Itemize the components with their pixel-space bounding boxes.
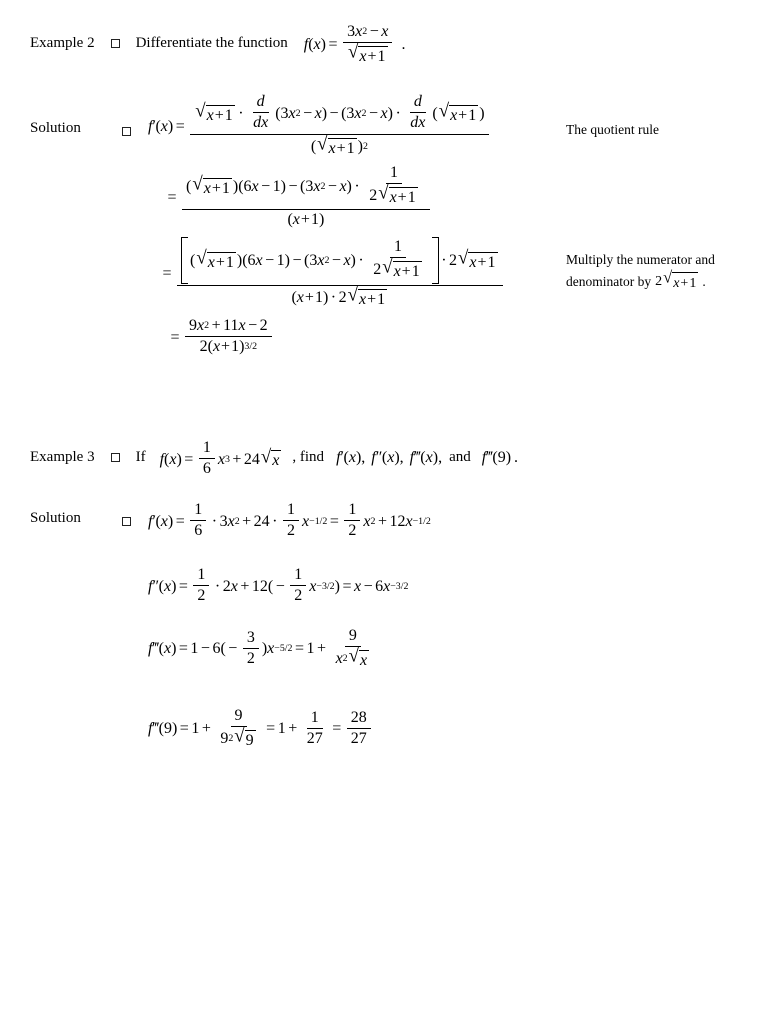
example-3-step-1: f ′ ( x ) = $\frac{1}{6}$ · 3 x 2 + 24 · $\frac{1}{2}$ x −1/2 = $\frac{1}{2}$ x 2 + 12 x −1/2 — [148, 501, 431, 540]
annotation-multiply-numerator-denominator — [566, 250, 766, 294]
example-3-step-3: f ‴ ( x ) = 1 − 6( − $\frac{3}{2}$ ) x −5/2 = 1 + 9 x 2 √ x — [148, 628, 377, 671]
solution-bullet-3 — [120, 512, 133, 530]
hollow-square-bullet-icon — [122, 517, 131, 526]
example-2-step-2: = ( √ x + 1 )( 6 x − 1 ) − ( 3 x 2 − x ) · 1 2 √ x + 1 ( x + 1 ) — [165, 166, 433, 230]
square-bracket-group: ( √ x + 1 )( 6 x − 1 ) − ( 3 x 2 − x ) · 1 2 √ x + 1 — [181, 237, 439, 284]
problem-denominator — [343, 43, 393, 66]
annotation-line-2: denominator by 2 √ x + 1 . — [566, 270, 766, 294]
step-1-fraction — [190, 94, 488, 158]
step-3-numerator: ( √ x + 1 )( 6 x − 1 ) − ( 3 x 2 − x ) · 1 2 √ x + 1 · 2 √ x + 1 — [177, 237, 503, 286]
step-2-numerator: ( √ x + 1 )( 6 x − 1 ) − ( 3 x 2 − x ) · 1 2 √ x + 1 — [182, 165, 430, 210]
solution-bullet-2 — [120, 122, 133, 140]
example-2-problem-expression: f ( x ) = 3 x 2 − x √ x + 1 . — [303, 23, 406, 66]
problem-fraction — [343, 23, 393, 66]
step-2-denominator: ( x + 1 ) — [287, 211, 325, 229]
inner-fraction-one-over-two-root: 1 2 √ x + 1 — [369, 164, 416, 207]
example-3-problem-expression: f ( x ) = $\frac{1}{6}$ x 3 + 24 √ x — [159, 439, 280, 478]
inner-fraction-one-over-two-root: 1 2 √ x + 1 — [373, 238, 420, 281]
sqrt-x-plus-1: √ x + 1 — [348, 41, 386, 66]
example-3-solution-label: Solution — [30, 510, 81, 526]
example-3-find-text: , find — [292, 449, 325, 466]
step-1-numerator: √ x + 1 · $\frac{d}{dx}$ ( 3 x 2 − x ) − ( 3 x 2 − x ) · $\frac{d}{dx}$ ( √ x + 1 ) — [190, 94, 488, 135]
step-4-denominator: 2( x + 1) 3/2 — [199, 338, 258, 356]
step-1-denominator: ( √ x + 1 ) 2 — [310, 133, 368, 158]
annotation-line-1: Multiply the numerator and — [566, 252, 715, 267]
annotation-quotient-rule: The quotient rule — [566, 122, 659, 137]
step-4-fraction — [185, 317, 272, 356]
example-2-header-row — [30, 22, 406, 65]
example-2-step-3: = ( √ x + 1 )( 6 x − 1 ) − ( 3 x 2 − x ) · 1 2 √ x + 1 · 2 √ x + 1 ( x + 1 ) · 2 √ x + 1 — [160, 238, 506, 310]
hollow-square-bullet-icon — [111, 39, 120, 48]
nine-over-81-root9: 9 9 2 √ 9 — [220, 707, 254, 750]
hollow-square-bullet-icon — [111, 453, 120, 462]
example-3-find-conjunction: and — [449, 449, 471, 466]
d-dx-operator: $\frac{d}{dx}$ — [253, 93, 269, 132]
nine-over-x2-sqrtx: 9 x 2 √ x — [335, 627, 368, 670]
problem-numerator: 3 x 2 − x — [343, 23, 392, 43]
step-3-fraction — [177, 237, 503, 309]
example-3-find-items: f ′ ( x ) , f ″ ( x ) , f ‴ ( x ) , — [336, 448, 443, 466]
step-4-numerator: 9 x 2 + 11 x − 2 — [185, 317, 272, 337]
example-3-step-2: f ″ ( x ) = $\frac{1}{2}$ · 2 x + 12( − $\frac{1}{2}$ x −3/2 ) = x − 6 x −3/2 — [148, 566, 409, 605]
example-3-find-last: f ‴ (9) . — [481, 448, 519, 466]
example-3-prompt-text: If — [135, 449, 146, 466]
example-2-step-1: f ′ ( x ) = √ x + 1 · $\frac{d}{dx}$ ( 3 x 2 − x ) − ( 3 x 2 − x ) · $\frac{d}{dx}$ ( √ x + 1 ) ( √ x + 1 ) 2 — [148, 95, 492, 159]
one-sixth-fraction: $\frac{1}{6}$ — [199, 439, 215, 478]
hollow-square-bullet-icon — [122, 127, 131, 136]
example-2-prompt-text: Differentiate the function — [135, 35, 288, 52]
example-3-label: Example 3 — [30, 449, 95, 466]
example-2-label: Example 2 — [30, 35, 95, 52]
example-2-solution-label: Solution — [30, 120, 81, 136]
example-3-step-4: f ‴ (9) = 1 + 9 9 2 √ 9 = 1 + $\frac{1}{27}$ = $\frac{28}{27}$ — [148, 708, 374, 751]
step-3-denominator: ( x + 1 ) · 2 √ x + 1 — [291, 284, 386, 309]
step-2-fraction — [182, 165, 430, 229]
example-3-header-row — [30, 438, 518, 477]
example-2-step-4: = 9 x 2 + 11 x − 2 2( x + 1) 3/2 — [168, 318, 275, 357]
d-dx-operator: $\frac{d}{dx}$ — [410, 93, 426, 132]
